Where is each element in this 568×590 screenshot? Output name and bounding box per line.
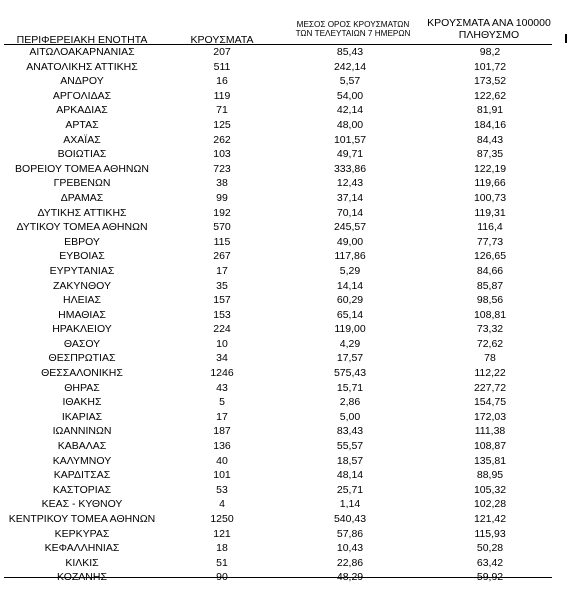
cases-per-100000-cell: 102,28 xyxy=(473,498,507,511)
cases-per-100000-cell: 101,72 xyxy=(473,60,507,73)
cases-per-100000-cell: 122,19 xyxy=(473,162,507,175)
region-cell: ΙΚΑΡΙΑΣ xyxy=(61,410,103,423)
table-row xyxy=(0,556,568,571)
cases-cell: 90 xyxy=(216,571,228,584)
table-row xyxy=(0,293,568,308)
table-row xyxy=(0,74,568,89)
region-cell: ΔΡΑΜΑΣ xyxy=(60,191,104,204)
table-row xyxy=(0,322,568,337)
seven-day-average-cell: 12,43 xyxy=(336,177,364,190)
column-header-7day-average-line2: ΤΩΝ ΤΕΛΕΥΤΑΙΩΝ 7 ΗΜΕΡΩΝ xyxy=(295,29,411,39)
seven-day-average-cell: 48,29 xyxy=(336,571,364,584)
region-cell: ΑΙΤΩΛΟΑΚΑΡΝΑΝΙΑΣ xyxy=(29,46,135,58)
cases-cell: 18 xyxy=(216,542,228,555)
cases-per-100000-cell: 135,81 xyxy=(473,454,507,467)
table-row xyxy=(0,410,568,425)
cases-cell: 157 xyxy=(213,294,231,307)
region-cell: ΑΡΤΑΣ xyxy=(65,118,99,131)
cases-per-100000-cell: 108,81 xyxy=(473,308,507,321)
region-cell: ΗΡΑΚΛΕΙΟΥ xyxy=(52,323,112,336)
cases-per-100000-cell: 115,93 xyxy=(474,527,506,540)
cases-cell: 40 xyxy=(216,454,228,467)
cases-per-100000-cell: 172,03 xyxy=(473,410,507,423)
seven-day-average-cell: 1,14 xyxy=(339,498,361,511)
cases-cell: 99 xyxy=(216,191,228,204)
table-row xyxy=(0,541,568,556)
table-row xyxy=(0,162,568,177)
region-cell: ΑΡΓΟΛΙΔΑΣ xyxy=(52,89,112,102)
seven-day-average-cell: 70,14 xyxy=(336,206,364,219)
region-cell: ΕΥΡΥΤΑΝΙΑΣ xyxy=(49,264,115,277)
region-cell: ΑΡΚΑΔΙΑΣ xyxy=(56,104,108,117)
region-cell: ΚΑΡΔΙΤΣΑΣ xyxy=(53,469,111,482)
table-bottom-border xyxy=(4,577,552,578)
cases-per-100000-cell: 87,35 xyxy=(476,148,504,161)
cases-cell: 4 xyxy=(219,498,225,511)
region-cell: ΖΑΚΥΝΘΟΥ xyxy=(52,279,111,292)
table-row xyxy=(0,235,568,250)
seven-day-average-cell: 48,14 xyxy=(336,469,364,482)
cases-per-100000-cell: 59,92 xyxy=(476,571,504,584)
table-row xyxy=(0,220,568,235)
table-row xyxy=(0,191,568,206)
cases-cell: 115 xyxy=(213,235,231,248)
cases-cell: 1250 xyxy=(210,513,234,525)
seven-day-average-cell: 65,14 xyxy=(336,308,364,321)
cases-cell: 136 xyxy=(213,440,231,453)
cases-cell: 38 xyxy=(216,177,228,190)
table-row xyxy=(0,366,568,381)
cases-cell: 17 xyxy=(216,410,228,423)
cases-cell: 207 xyxy=(213,46,231,58)
cases-cell: 224 xyxy=(213,323,231,336)
cases-per-100000-cell: 121,42 xyxy=(473,513,507,525)
cases-per-100000-cell: 154,75 xyxy=(473,396,507,409)
region-cell: ΚΙΛΚΙΣ xyxy=(65,556,99,569)
seven-day-average-cell: 2,86 xyxy=(339,396,361,409)
seven-day-average-cell: 117,86 xyxy=(334,250,366,263)
seven-day-average-cell: 119,00 xyxy=(334,323,366,336)
table-row xyxy=(0,176,568,191)
cases-per-100000-cell: 108,87 xyxy=(473,440,507,453)
cases-per-100000-cell: 73,32 xyxy=(476,323,504,336)
cases-per-100000-cell: 63,42 xyxy=(476,556,504,569)
cases-cell: 17 xyxy=(216,264,228,277)
seven-day-average-cell: 245,57 xyxy=(333,221,367,234)
table-row xyxy=(0,206,568,221)
cases-per-100000-cell: 116,4 xyxy=(477,221,503,234)
column-header-7day-average xyxy=(270,20,436,39)
seven-day-average-cell: 4,29 xyxy=(339,337,361,350)
cases-cell: 570 xyxy=(213,221,231,234)
cases-per-100000-cell: 98,56 xyxy=(476,294,504,307)
column-header-cases: ΚΡΟΥΣΜΑΤΑ xyxy=(190,34,254,46)
seven-day-average-cell: 25,71 xyxy=(336,483,364,496)
table-row xyxy=(0,395,568,410)
seven-day-average-cell: 242,14 xyxy=(333,60,367,73)
region-cell: ΘΑΣΟΥ xyxy=(63,337,101,350)
cases-per-100000-cell: 100,73 xyxy=(473,191,507,204)
table-row xyxy=(0,147,568,162)
table-row xyxy=(0,468,568,483)
cases-per-100000-cell: 112,22 xyxy=(474,367,506,380)
table-row xyxy=(0,60,568,75)
cases-per-100000-cell: 122,62 xyxy=(473,89,507,102)
cropped-column-edge xyxy=(565,34,567,43)
cases-cell: 267 xyxy=(213,250,231,263)
table-row xyxy=(0,264,568,279)
region-cell: ΚΕΦΑΛΛΗΝΙΑΣ xyxy=(44,542,120,555)
table-row xyxy=(0,512,568,527)
seven-day-average-cell: 57,86 xyxy=(336,527,364,540)
cases-cell: 1246 xyxy=(210,367,234,380)
table-row xyxy=(0,439,568,454)
region-cell: ΙΩΑΝΝΙΝΩΝ xyxy=(52,425,112,438)
column-header-region: ΠΕΡΙΦΕΡΕΙΑΚΗ ΕΝΟΤΗΤΑ xyxy=(16,34,148,46)
seven-day-average-cell: 17,57 xyxy=(336,352,364,365)
table-row xyxy=(0,133,568,148)
region-cell: ΑΝΑΤΟΛΙΚΗΣ ΑΤΤΙΚΗΣ xyxy=(26,60,138,73)
cases-cell: 262 xyxy=(213,133,231,146)
cases-cell: 43 xyxy=(216,381,228,394)
region-cell: ΚΕΝΤΡΙΚΟΥ ΤΟΜΕΑ ΑΘΗΝΩΝ xyxy=(8,513,156,525)
cases-cell: 51 xyxy=(216,556,228,569)
cases-per-100000-cell: 84,66 xyxy=(476,264,504,277)
cases-per-100000-cell: 85,87 xyxy=(476,279,504,292)
table-row xyxy=(0,118,568,133)
seven-day-average-cell: 540,43 xyxy=(333,513,367,525)
cases-per-100000-cell: 84,43 xyxy=(476,133,504,146)
seven-day-average-cell: 55,57 xyxy=(336,440,364,453)
region-cell: ΑΧΑΪΑΣ xyxy=(63,133,101,146)
data-rows xyxy=(0,45,568,585)
region-cell: ΓΡΕΒΕΝΩΝ xyxy=(53,177,111,190)
region-cell: ΗΜΑΘΙΑΣ xyxy=(58,308,106,321)
region-cell: ΚΑΣΤΟΡΙΑΣ xyxy=(52,483,112,496)
cases-cell: 16 xyxy=(216,75,228,88)
table-row xyxy=(0,249,568,264)
region-cell: ΔΥΤΙΚΟΥ ΤΟΜΕΑ ΑΘΗΝΩΝ xyxy=(16,221,148,234)
cases-cell: 71 xyxy=(216,104,228,117)
cases-cell: 153 xyxy=(213,308,231,321)
column-header-7day-average-line1: ΜΕΣΟΣ ΟΡΟΣ ΚΡΟΥΣΜΑΤΩΝ xyxy=(296,20,410,29)
cases-per-100000-cell: 173,52 xyxy=(473,75,507,88)
table-row xyxy=(0,89,568,104)
seven-day-average-cell: 83,43 xyxy=(336,425,364,438)
seven-day-average-cell: 5,29 xyxy=(339,264,361,277)
seven-day-average-cell: 85,43 xyxy=(336,46,364,58)
cases-per-100000-cell: 77,73 xyxy=(476,235,504,248)
seven-day-average-cell: 22,86 xyxy=(336,556,364,569)
cases-per-100000-cell: 119,31 xyxy=(474,206,506,219)
seven-day-average-cell: 48,00 xyxy=(336,118,364,131)
table-row xyxy=(0,454,568,469)
cases-per-100000-cell: 98,2 xyxy=(479,46,501,58)
cases-cell: 101 xyxy=(213,469,231,482)
cases-cell: 119 xyxy=(213,89,231,102)
table-row xyxy=(0,424,568,439)
table-row xyxy=(0,337,568,352)
region-cell: ΙΘΑΚΗΣ xyxy=(62,396,102,409)
region-cell: ΑΝΔΡΟΥ xyxy=(60,75,104,88)
cases-per-100000-cell: 105,32 xyxy=(473,483,507,496)
table-row xyxy=(0,308,568,323)
cases-per-100000-cell: 184,16 xyxy=(473,118,507,131)
cases-per-100000-cell: 50,28 xyxy=(476,542,504,555)
column-header-per-100000-line1: ΚΡΟΥΣΜΑΤΑ ΑΝΑ 100000 xyxy=(427,17,551,29)
region-cell: ΚΕΡΚΥΡΑΣ xyxy=(54,527,110,540)
seven-day-average-cell: 54,00 xyxy=(336,89,364,102)
region-cell: ΘΕΣΣΑΛΟΝΙΚΗΣ xyxy=(41,367,123,380)
seven-day-average-cell: 333,86 xyxy=(333,162,367,175)
cases-cell: 121 xyxy=(213,527,231,540)
region-cell: ΚΟΖΑΝΗΣ xyxy=(57,571,107,584)
seven-day-average-cell: 15,71 xyxy=(336,381,364,394)
table-row xyxy=(0,103,568,118)
region-cell: ΚΑΛΥΜΝΟΥ xyxy=(52,454,112,467)
cases-cell: 5 xyxy=(219,396,225,409)
cases-per-100000-cell: 81,91 xyxy=(476,104,504,117)
cases-cell: 35 xyxy=(216,279,228,292)
table-row xyxy=(0,381,568,396)
cases-cell: 125 xyxy=(213,118,231,131)
table-row xyxy=(0,527,568,542)
cases-cell: 53 xyxy=(216,483,228,496)
region-cell: ΘΕΣΠΡΩΤΙΑΣ xyxy=(48,352,116,365)
region-cell: ΔΥΤΙΚΗΣ ΑΤΤΙΚΗΣ xyxy=(37,206,127,219)
column-header-per-100000 xyxy=(424,17,554,41)
seven-day-average-cell: 5,57 xyxy=(339,75,361,88)
region-cell: ΒΟΙΩΤΙΑΣ xyxy=(57,148,107,161)
region-cell: ΕΒΡΟΥ xyxy=(64,235,100,248)
cases-cell: 192 xyxy=(213,206,231,219)
cases-cell: 10 xyxy=(216,337,228,350)
cases-cell: 511 xyxy=(213,60,231,73)
seven-day-average-cell: 37,14 xyxy=(336,191,364,204)
table-row xyxy=(0,497,568,512)
region-cell: ΒΟΡΕΙΟΥ ΤΟΜΕΑ ΑΘΗΝΩΝ xyxy=(15,162,149,175)
table-row xyxy=(0,351,568,366)
region-cell: ΕΥΒΟΙΑΣ xyxy=(59,250,105,263)
cases-cell: 187 xyxy=(213,425,231,438)
cases-cell: 723 xyxy=(213,162,231,175)
cases-cell: 34 xyxy=(216,352,228,365)
column-header-per-100000-line2: ΠΛΗΘΥΣΜΟ xyxy=(458,29,520,42)
region-cell: ΚΕΑΣ - ΚΥΘΝΟΥ xyxy=(41,498,123,511)
seven-day-average-cell: 575,43 xyxy=(333,367,367,380)
cases-per-100000-cell: 119,66 xyxy=(474,177,506,190)
region-cell: ΗΛΕΙΑΣ xyxy=(62,294,101,307)
seven-day-average-cell: 10,43 xyxy=(336,542,364,555)
cases-per-100000-cell: 78 xyxy=(484,352,496,365)
region-cell: ΘΗΡΑΣ xyxy=(64,381,100,394)
cases-per-100000-cell: 88,95 xyxy=(476,469,504,482)
seven-day-average-cell: 14,14 xyxy=(336,279,364,292)
seven-day-average-cell: 42,14 xyxy=(336,104,364,117)
table-row xyxy=(0,279,568,294)
cases-per-100000-cell: 126,65 xyxy=(473,250,507,263)
cases-per-100000-cell: 111,38 xyxy=(474,425,506,438)
cases-cell: 103 xyxy=(213,148,231,161)
table-row xyxy=(0,483,568,498)
region-cell: ΚΑΒΑΛΑΣ xyxy=(57,440,107,453)
cases-per-100000-cell: 227,72 xyxy=(473,381,507,394)
seven-day-average-cell: 5,00 xyxy=(339,410,361,423)
table-row xyxy=(0,45,568,60)
seven-day-average-cell: 101,57 xyxy=(333,133,367,146)
seven-day-average-cell: 18,57 xyxy=(336,454,364,467)
seven-day-average-cell: 49,00 xyxy=(336,235,364,248)
seven-day-average-cell: 60,29 xyxy=(336,294,364,307)
cases-per-100000-cell: 72,62 xyxy=(476,337,504,350)
seven-day-average-cell: 49,71 xyxy=(336,148,364,161)
